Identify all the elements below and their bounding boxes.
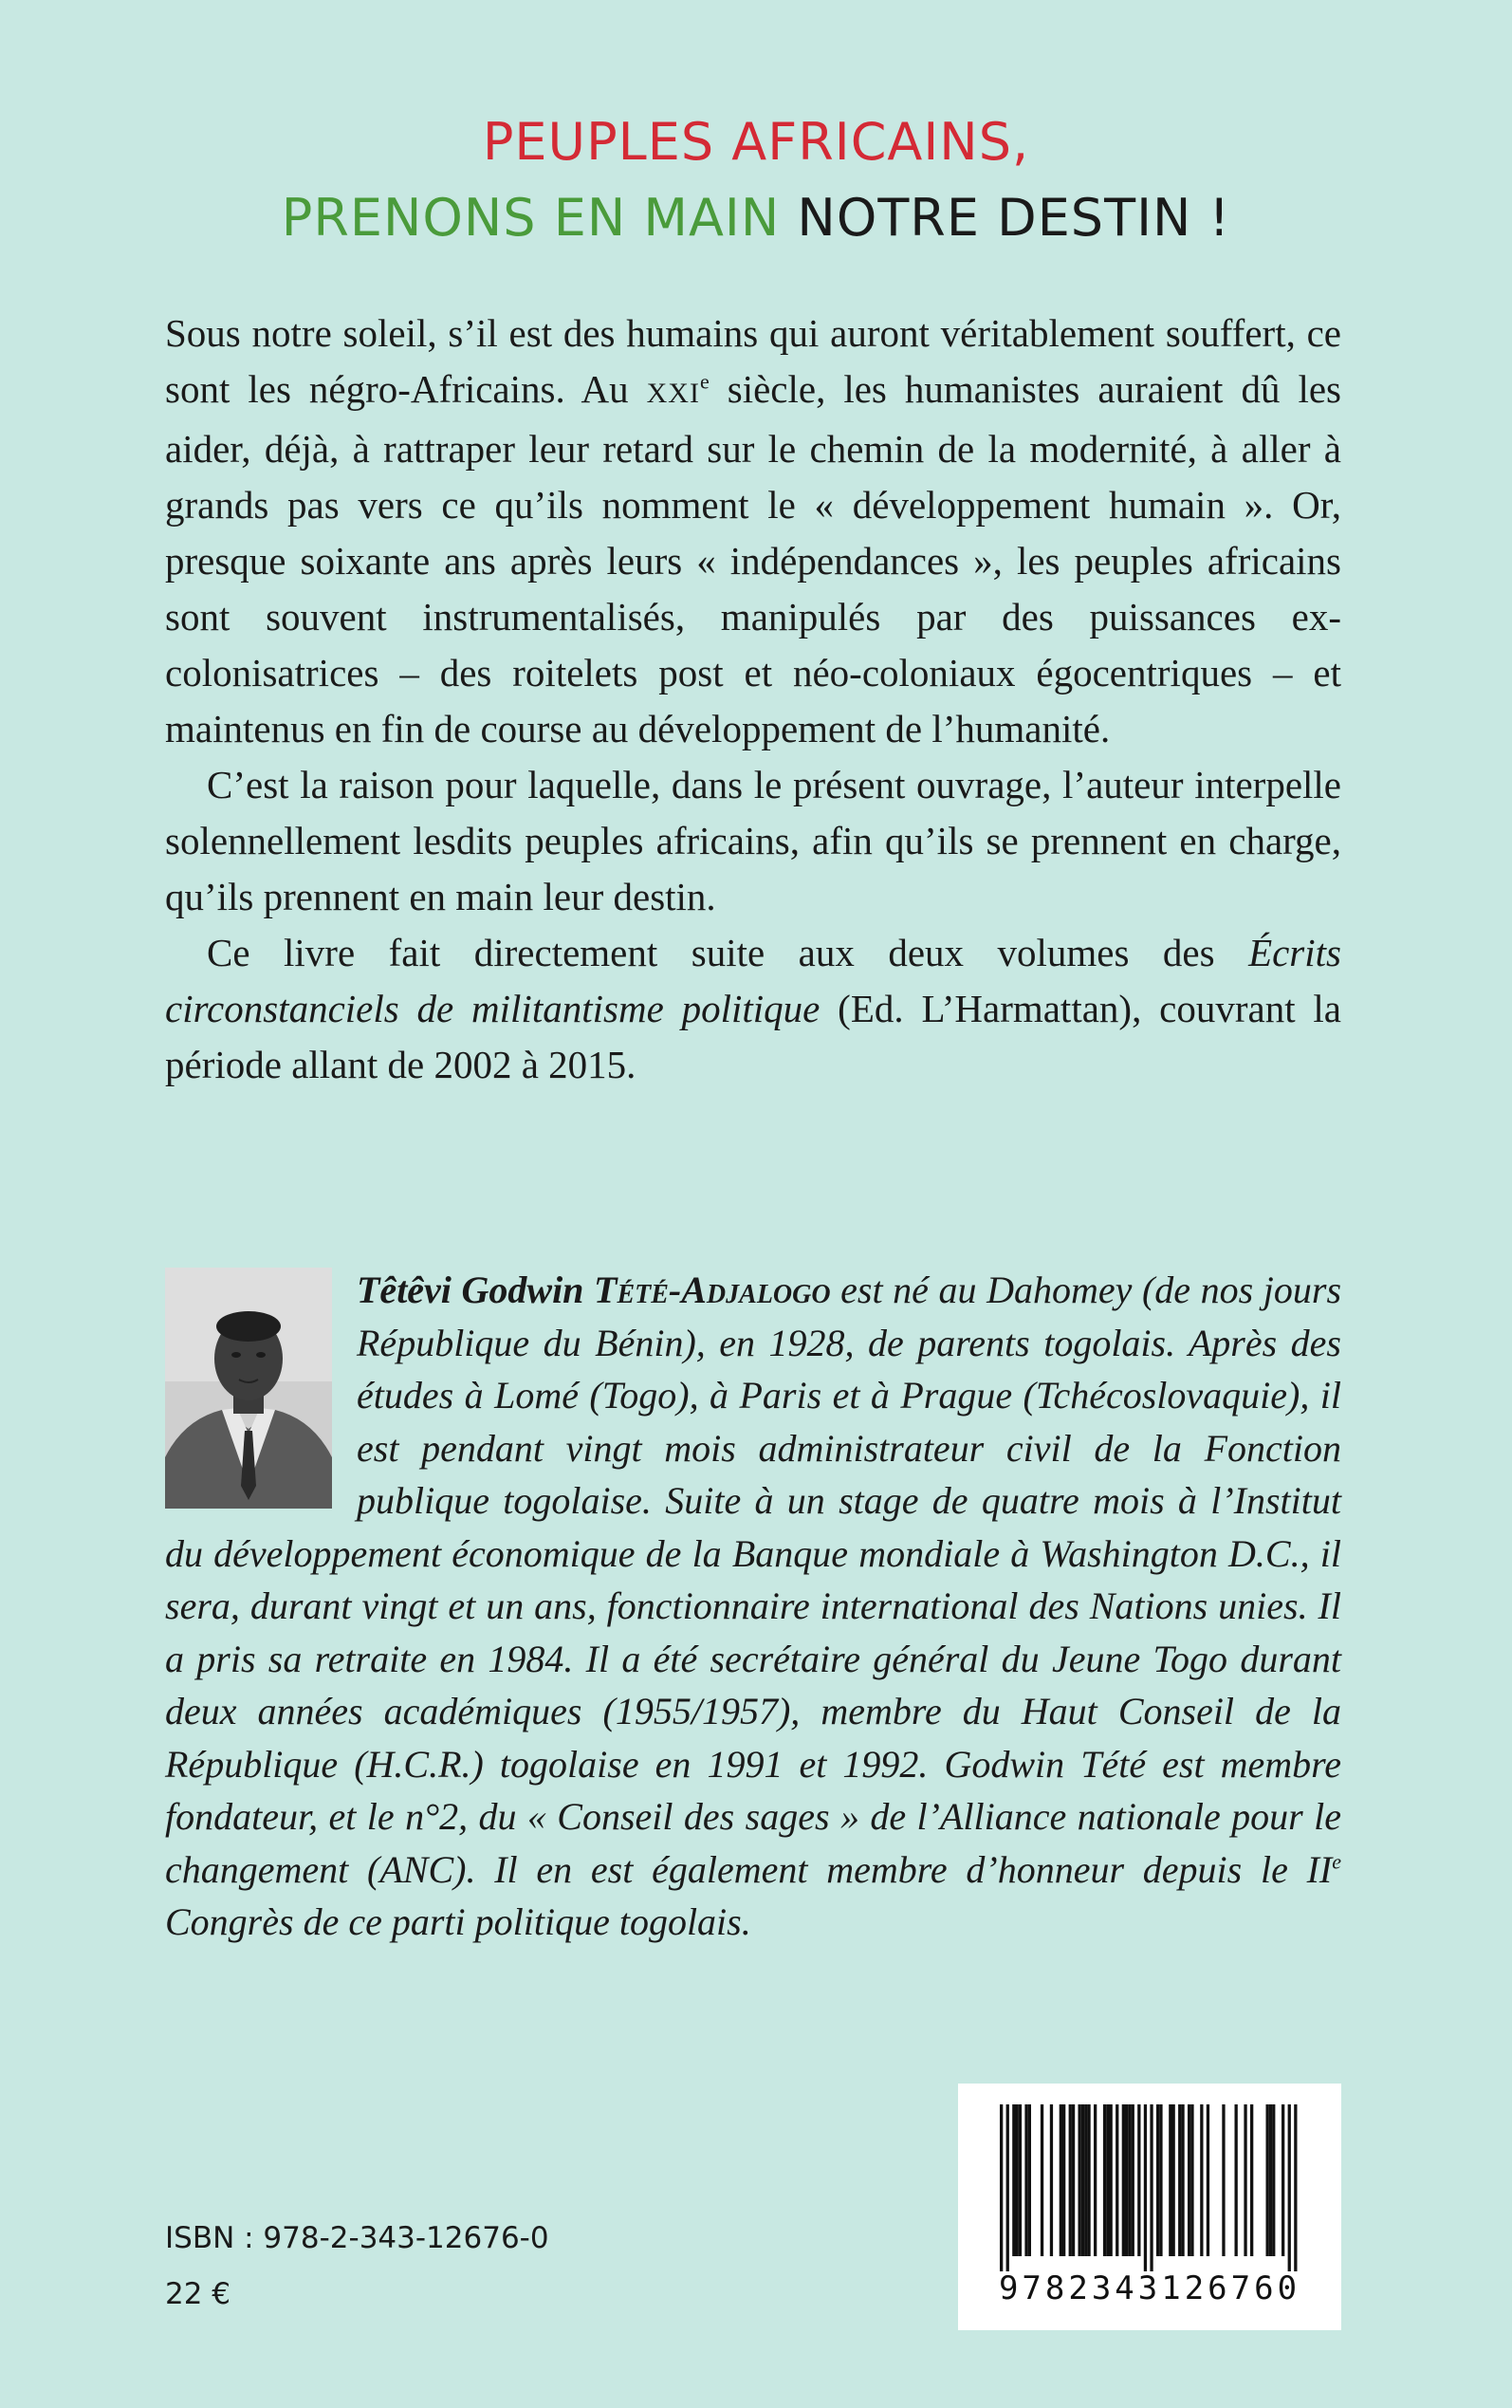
barcode-bar xyxy=(1266,2104,1269,2256)
title-line-2 xyxy=(0,180,1512,256)
barcode xyxy=(958,2084,1341,2330)
barcode-bar xyxy=(1144,2104,1147,2271)
barcode-bar xyxy=(1106,2104,1109,2256)
barcode-bar xyxy=(1294,2104,1297,2271)
century-superscript: e xyxy=(699,369,710,394)
barcode-bar xyxy=(1079,2104,1081,2256)
barcode-bar xyxy=(1172,2104,1175,2256)
book-title xyxy=(0,104,1512,256)
barcode-bar xyxy=(1087,2104,1090,2256)
summary-p3-end: (Ed. L’Harmattan), couvrant la période allant de 2002 à 2015. xyxy=(165,987,1341,1086)
barcode-bar xyxy=(1150,2104,1152,2271)
barcode-bar xyxy=(1156,2104,1159,2256)
summary-paragraph-2: C’est la raison pour laquelle, dans le présent ouvrage, l’auteur interpelle solennellement lesdits peuples africains, afin qu’ils se prennent en charge, qu’ils prennent en main leur destin. xyxy=(165,763,1341,918)
barcode-bar xyxy=(1222,2104,1225,2256)
barcode-bar xyxy=(1128,2104,1131,2256)
barcode-bar xyxy=(1024,2104,1027,2256)
barcode-bar xyxy=(1012,2104,1015,2256)
summary-p1-start: Sous notre soleil, s’il est des humains qui auront véritablement souffert, ce sont les négro-Africains. Au xyxy=(165,311,1341,411)
barcode-bar xyxy=(1084,2104,1087,2256)
barcode-bar xyxy=(1094,2104,1097,2256)
barcode-bars xyxy=(958,2084,1341,2273)
barcode-bar xyxy=(1116,2104,1118,2256)
barcode-bar xyxy=(1200,2104,1203,2256)
summary-p3-start: Ce livre fait directement suite aux deux volumes des xyxy=(207,931,1249,974)
barcode-bar xyxy=(1060,2104,1062,2256)
barcode-bar xyxy=(1110,2104,1113,2256)
summary-paragraph-3 xyxy=(165,925,1341,1093)
barcode-bar xyxy=(1137,2104,1140,2256)
barcode-bar xyxy=(1069,2104,1072,2256)
bio-text-start: est né au Dahomey (de nos jours République du Bénin), en 1928, de parents togolais. Après des études à Lomé (Togo), à Paris et à Prague (Tchécoslovaquie), il est pendant vingt mois administrateur civil de la Fonction publique togolaise. Suite à un stage de quatre mois à l’Institut du développement économique de la Banque mondiale à Washington D.C., il sera, durant vingt et un ans, fonctionnaire international des Nations unies. Il a pris sa retraite en 1984. Il a été secrétaire général du Jeune Togo durant deux années académiques (1955/1957), membre du Haut Conseil de la République (H.C.R.) togolaise en 1991 et 1992. Godwin Tété est membre fondateur, et le n°2, du « Conseil des sages » de l’Alliance nationale pour le changement (ANC). Il en est également membre d’honneur depuis le II xyxy=(165,1269,1342,1891)
title-line-1 xyxy=(0,104,1512,180)
barcode-bar xyxy=(1028,2104,1031,2256)
barcode-bar xyxy=(1169,2104,1171,2256)
barcode-bar xyxy=(1288,2104,1291,2271)
photo-spacer xyxy=(165,1264,357,1522)
century-numeral: XXI xyxy=(646,378,700,409)
barcode-bar xyxy=(1178,2104,1181,2256)
barcode-bar xyxy=(1072,2104,1075,2256)
barcode-bar xyxy=(1081,2104,1084,2256)
bio-superscript: e xyxy=(1332,1849,1341,1874)
barcode-bar xyxy=(1269,2104,1272,2256)
barcode-bar xyxy=(1019,2104,1022,2256)
author-last-name: Tété-Adjalogo xyxy=(594,1269,831,1311)
barcode-bar xyxy=(1006,2104,1009,2271)
bio-text-end: Congrès de ce parti politique togolais. xyxy=(165,1900,751,1943)
barcode-bar xyxy=(1235,2104,1238,2256)
barcode-bar xyxy=(1282,2104,1284,2256)
barcode-bar xyxy=(1207,2104,1209,2256)
summary-paragraph-1 xyxy=(165,306,1341,757)
barcode-bar xyxy=(1181,2104,1184,2256)
barcode-bar xyxy=(1062,2104,1065,2256)
referenced-book-title: Écrits circonstanciels de militantisme politique xyxy=(165,931,1341,1030)
barcode-bar xyxy=(1159,2104,1162,2256)
title-black-text: NOTRE DESTIN ! xyxy=(797,188,1231,248)
barcode-bar xyxy=(1132,2104,1134,2256)
barcode-bar xyxy=(1050,2104,1053,2256)
barcode-bar xyxy=(1041,2104,1043,2256)
barcode-bar xyxy=(1103,2104,1106,2256)
book-summary xyxy=(165,306,1341,1093)
author-first-name: Têtêvi Godwin xyxy=(357,1269,584,1311)
summary-p1-end: siècle, les humanistes auraient dû les aider, déjà, à rattraper leur retard sur le chemin de la modernité, à aller à grands pas vers ce qu’ils nomment le « développement humain ». Or, presque soixante ans après leurs « indépendances », les peuples africains sont souvent instrumentalisés, manipulés par des puissances ex-colonisatrices – des roitelets post et néo-coloniaux égocentriques – et maintenus en fin de course au développement de l’humanité. xyxy=(165,367,1342,750)
barcode-bar xyxy=(1188,2104,1190,2256)
barcode-bar xyxy=(1190,2104,1193,2256)
title-green-text: PRENONS EN MAIN xyxy=(281,188,781,248)
barcode-bar xyxy=(1250,2104,1253,2256)
title-red-text: PEUPLES AFRICAINS, xyxy=(482,112,1030,172)
price: 22 € xyxy=(165,2277,231,2311)
barcode-digits: 9782343126760 xyxy=(998,2269,1301,2307)
barcode-bar xyxy=(1000,2104,1003,2271)
barcode-bar xyxy=(1272,2104,1275,2256)
barcode-bar xyxy=(1016,2104,1019,2256)
barcode-bar xyxy=(1244,2104,1246,2256)
barcode-bar xyxy=(1125,2104,1128,2256)
author-biography xyxy=(165,1264,1341,1949)
barcode-bar xyxy=(1122,2104,1125,2256)
isbn-number: ISBN : 978-2-343-12676-0 xyxy=(165,2221,549,2255)
